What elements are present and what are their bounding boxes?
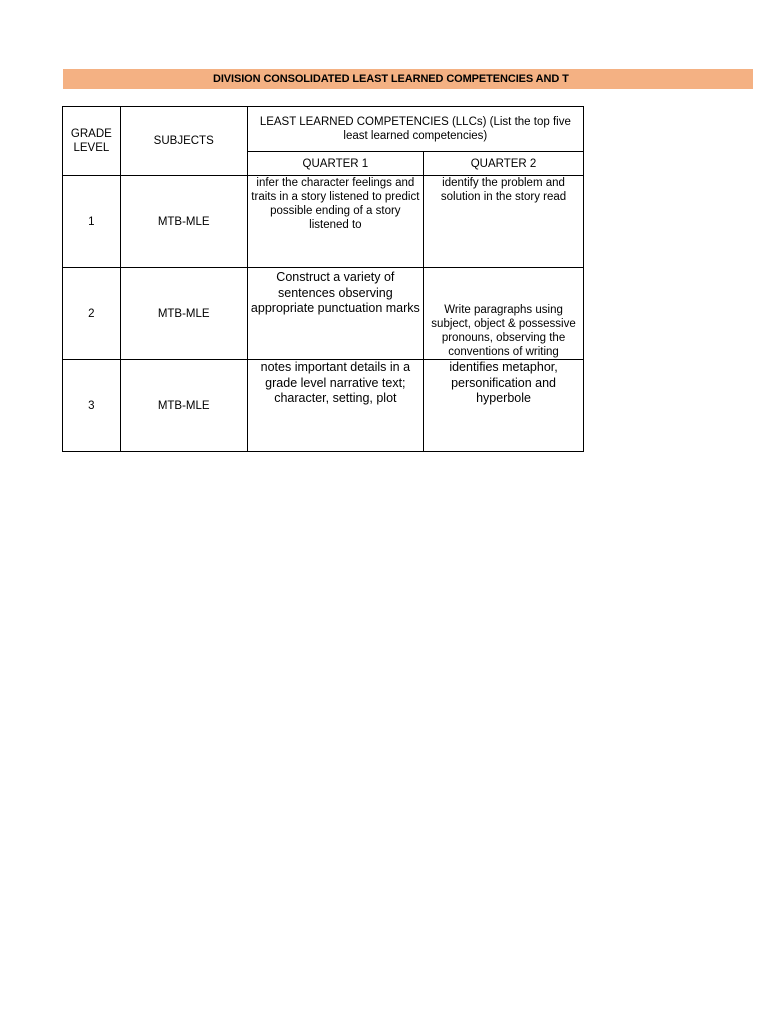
quarter2-cell: identifies metaphor, personification and hyperbole <box>424 360 584 452</box>
table-row <box>63 176 584 268</box>
subject-cell: MTB-MLE <box>120 360 247 452</box>
quarter2-cell: Write paragraphs using subject, object & possessive pronouns, observing the conventions of writing <box>424 268 584 360</box>
quarter2-header: QUARTER 2 <box>424 152 584 176</box>
table-row <box>63 268 584 360</box>
table-row <box>63 360 584 452</box>
llc-header: LEAST LEARNED COMPETENCIES (LLCs) (List the top five least learned competencies) <box>247 107 583 152</box>
header-row <box>63 107 584 152</box>
llc-table <box>62 106 584 452</box>
subject-cell: MTB-MLE <box>120 268 247 360</box>
grade-cell: 2 <box>63 268 121 360</box>
grade-level-header: GRADE LEVEL <box>63 107 121 176</box>
quarter2-cell: identify the problem and solution in the story read <box>424 176 584 268</box>
quarter1-cell: notes important details in a grade level narrative text; character, setting, plot <box>247 360 423 452</box>
title-banner <box>63 69 753 89</box>
grade-cell: 1 <box>63 176 121 268</box>
quarter1-header: QUARTER 1 <box>247 152 423 176</box>
subject-cell: MTB-MLE <box>120 176 247 268</box>
quarter1-cell: Construct a variety of sentences observing appropriate punctuation marks <box>247 268 423 360</box>
quarter1-cell: infer the character feelings and traits in a story listened to predict possible ending of a story listened to <box>247 176 423 268</box>
banner-title: DIVISION CONSOLIDATED LEAST LEARNED COMPETENCIES AND T <box>213 73 569 85</box>
subjects-header: SUBJECTS <box>120 107 247 176</box>
grade-cell: 3 <box>63 360 121 452</box>
